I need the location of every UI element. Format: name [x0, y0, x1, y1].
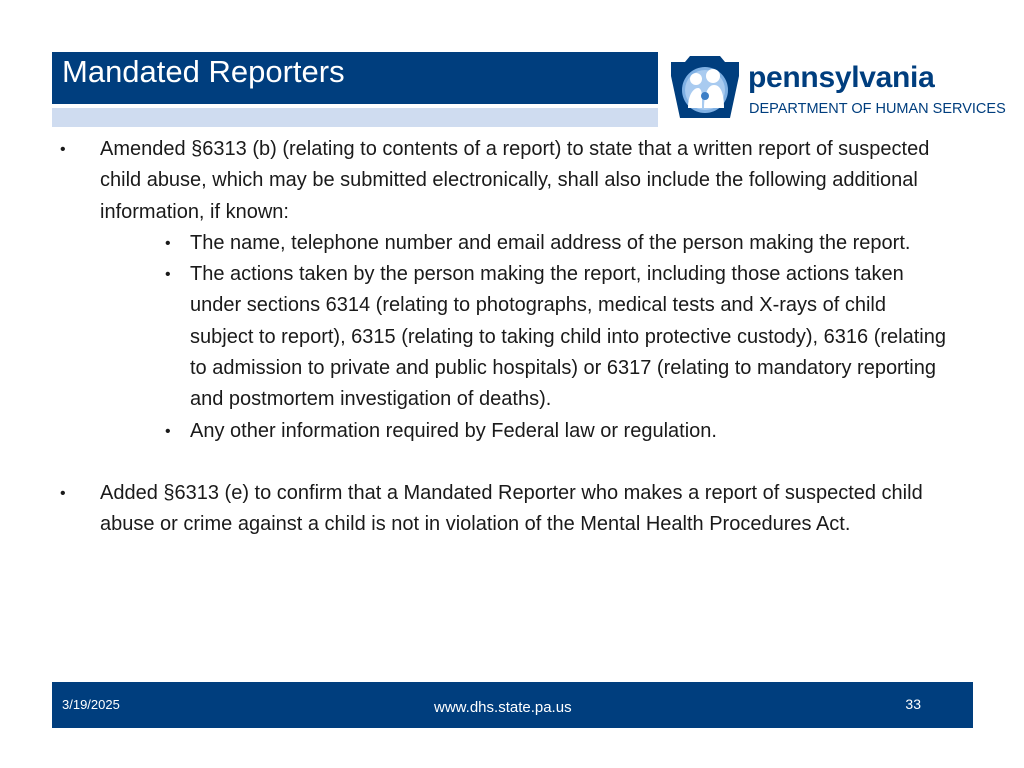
bullet-icon: • [165, 422, 171, 440]
logo-name: pennsylvania [748, 61, 935, 94]
page-number: 33 [905, 696, 921, 712]
bullet-icon: • [60, 141, 66, 158]
sub-bullet-text: The actions taken by the person making the report, including those actions taken under sections 6314 (relating to photographs, medical tests and X-rays of child subject to report), 6315 (relating to taking child into protective custody), 6316 (relating to admission to private and public hospitals) or 6317 (relating to mandatory reporting and postmortem investigation of deaths). [190, 263, 946, 411]
page-title: Mandated Reporters [62, 54, 345, 89]
footer-bar [52, 682, 973, 728]
slide-content [52, 134, 952, 541]
bullet-item [52, 134, 952, 228]
bullet-icon: • [60, 484, 66, 502]
sub-bullet-item [52, 228, 952, 259]
sub-bullet-text: Any other information required by Federal law or regulation. [190, 419, 717, 442]
bullet-text: Added §6313 (e) to confirm that a Mandated Reporter who makes a report of suspected child abuse or crime against a child is not in violation of the Mental Health Procedures Act. [100, 481, 923, 536]
bullet-icon: • [165, 266, 171, 284]
bullet-text: Amended §6313 (b) (relating to contents of a report) to state that a written report of suspected child abuse, which may be submitted electronically, shall also include the following additional information, if known: [100, 138, 930, 223]
sub-bullet-text: The name, telephone number and email address of the person making the report. [190, 231, 911, 254]
spacer [52, 447, 952, 478]
sub-bullet-item [52, 259, 952, 415]
title-bar [52, 52, 658, 104]
footer-date: 3/19/2025 [62, 697, 120, 712]
keystone-family-icon [668, 52, 742, 126]
bullet-icon: • [165, 234, 171, 252]
bullet-item [52, 478, 952, 541]
title-underline [52, 108, 658, 127]
footer-url[interactable]: www.dhs.state.pa.us [434, 699, 572, 716]
sub-bullet-item [52, 416, 952, 447]
pa-dhs-logo [668, 52, 1008, 127]
logo-department: DEPARTMENT OF HUMAN SERVICES [749, 101, 1006, 117]
